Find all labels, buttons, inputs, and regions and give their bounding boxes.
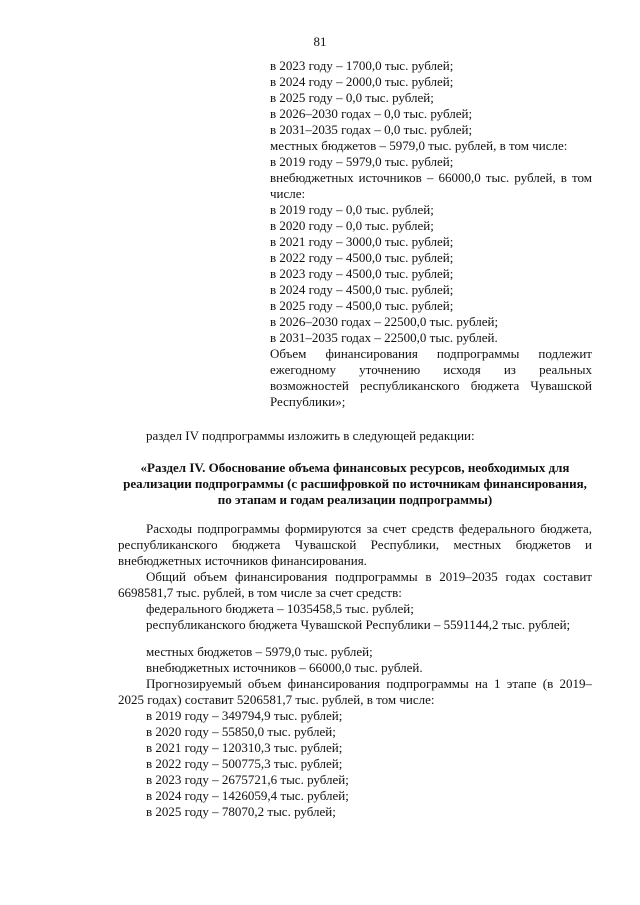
list-item: в 2031–2035 годах – 0,0 тыс. рублей; — [270, 122, 473, 137]
list-item: в 2020 году – 0,0 тыс. рублей; — [270, 218, 434, 233]
instruction-line: раздел IV подпрограммы изложить в следующей редакции: — [146, 428, 475, 443]
list-item: в 2023 году – 4500,0 тыс. рублей; — [270, 266, 454, 281]
extrabudget-line: внебюджетных источников – 66000,0 тыс. рублей. — [146, 660, 423, 675]
list-item: в 2024 году – 2000,0 тыс. рублей; — [270, 74, 454, 89]
section-title: «Раздел IV. Обоснование объема финансовых ресурсов, необходимых для реализации подпрограммы (с расшифровкой по источникам финансирования, по этапам и годам реализации подпрограммы) — [123, 460, 587, 507]
list-item: в 2023 году – 1700,0 тыс. рублей; — [270, 58, 454, 73]
closing-paragraph: Объем финансирования подпрограммы подлежит ежегодному уточнению исходя из реальных возможностей республиканского бюджета Чувашской Республики»; — [270, 346, 592, 409]
list-item: в 2025 году – 78070,2 тыс. рублей; — [146, 804, 336, 819]
page-number: 81 — [313, 34, 327, 49]
list-item: в 2022 году – 4500,0 тыс. рублей; — [270, 250, 454, 265]
list-item: в 2020 году – 55850,0 тыс. рублей; — [146, 724, 336, 739]
local-budget-line: местных бюджетов – 5979,0 тыс. рублей; — [146, 644, 373, 659]
list-item: в 2025 году – 4500,0 тыс. рублей; — [270, 298, 454, 313]
list-item: в 2025 году – 0,0 тыс. рублей; — [270, 90, 434, 105]
list-item: в 2024 году – 1426059,4 тыс. рублей; — [146, 788, 349, 803]
list-item: в 2019 году – 349794,9 тыс. рублей; — [146, 708, 343, 723]
extrabudget-summary: внебюджетных источников – 66000,0 тыс. рублей, в том числе: — [270, 170, 592, 201]
list-item: в 2026–2030 годах – 0,0 тыс. рублей; — [270, 106, 473, 121]
paragraph-total-volume: Общий объем финансирования подпрограммы в 2019–2035 годах составит 6698581,7 тыс. рублей, в том числе за счет средств: — [118, 569, 592, 600]
list-item: в 2021 году – 120310,3 тыс. рублей; — [146, 740, 343, 755]
paragraph-stage-1: Прогнозируемый объем финансирования подпрограммы на 1 этапе (в 2019–2025 годах) составит 5206581,7 тыс. рублей, в том числе: — [118, 676, 592, 707]
republican-budget-line: республиканского бюджета Чувашской Республики – 5591144,2 тыс. рублей; — [146, 617, 571, 632]
list-item: местных бюджетов – 5979,0 тыс. рублей, в том числе: — [270, 138, 568, 153]
funding-continuation-block — [270, 58, 592, 410]
list-item: в 2019 году – 5979,0 тыс. рублей; — [270, 154, 454, 169]
list-item: в 2024 году – 4500,0 тыс. рублей; — [270, 282, 454, 297]
list-item: в 2021 году – 3000,0 тыс. рублей; — [270, 234, 454, 249]
list-item: в 2026–2030 годах – 22500,0 тыс. рублей; — [270, 314, 499, 329]
list-item: в 2023 году – 2675721,6 тыс. рублей; — [146, 772, 349, 787]
paragraph-expenses: Расходы подпрограммы формируются за счет средств федерального бюджета, республиканского бюджета Чувашской Республики, местных бюджетов и внебюджетных источников финансирования. — [118, 521, 592, 568]
federal-budget-line: федерального бюджета – 1035458,5 тыс. рублей; — [146, 601, 414, 616]
list-item: в 2022 году – 500775,3 тыс. рублей; — [146, 756, 343, 771]
section-body — [118, 521, 592, 820]
list-item: в 2019 году – 0,0 тыс. рублей; — [270, 202, 434, 217]
list-item: в 2031–2035 годах – 22500,0 тыс. рублей. — [270, 330, 498, 345]
spacer — [118, 633, 592, 644]
